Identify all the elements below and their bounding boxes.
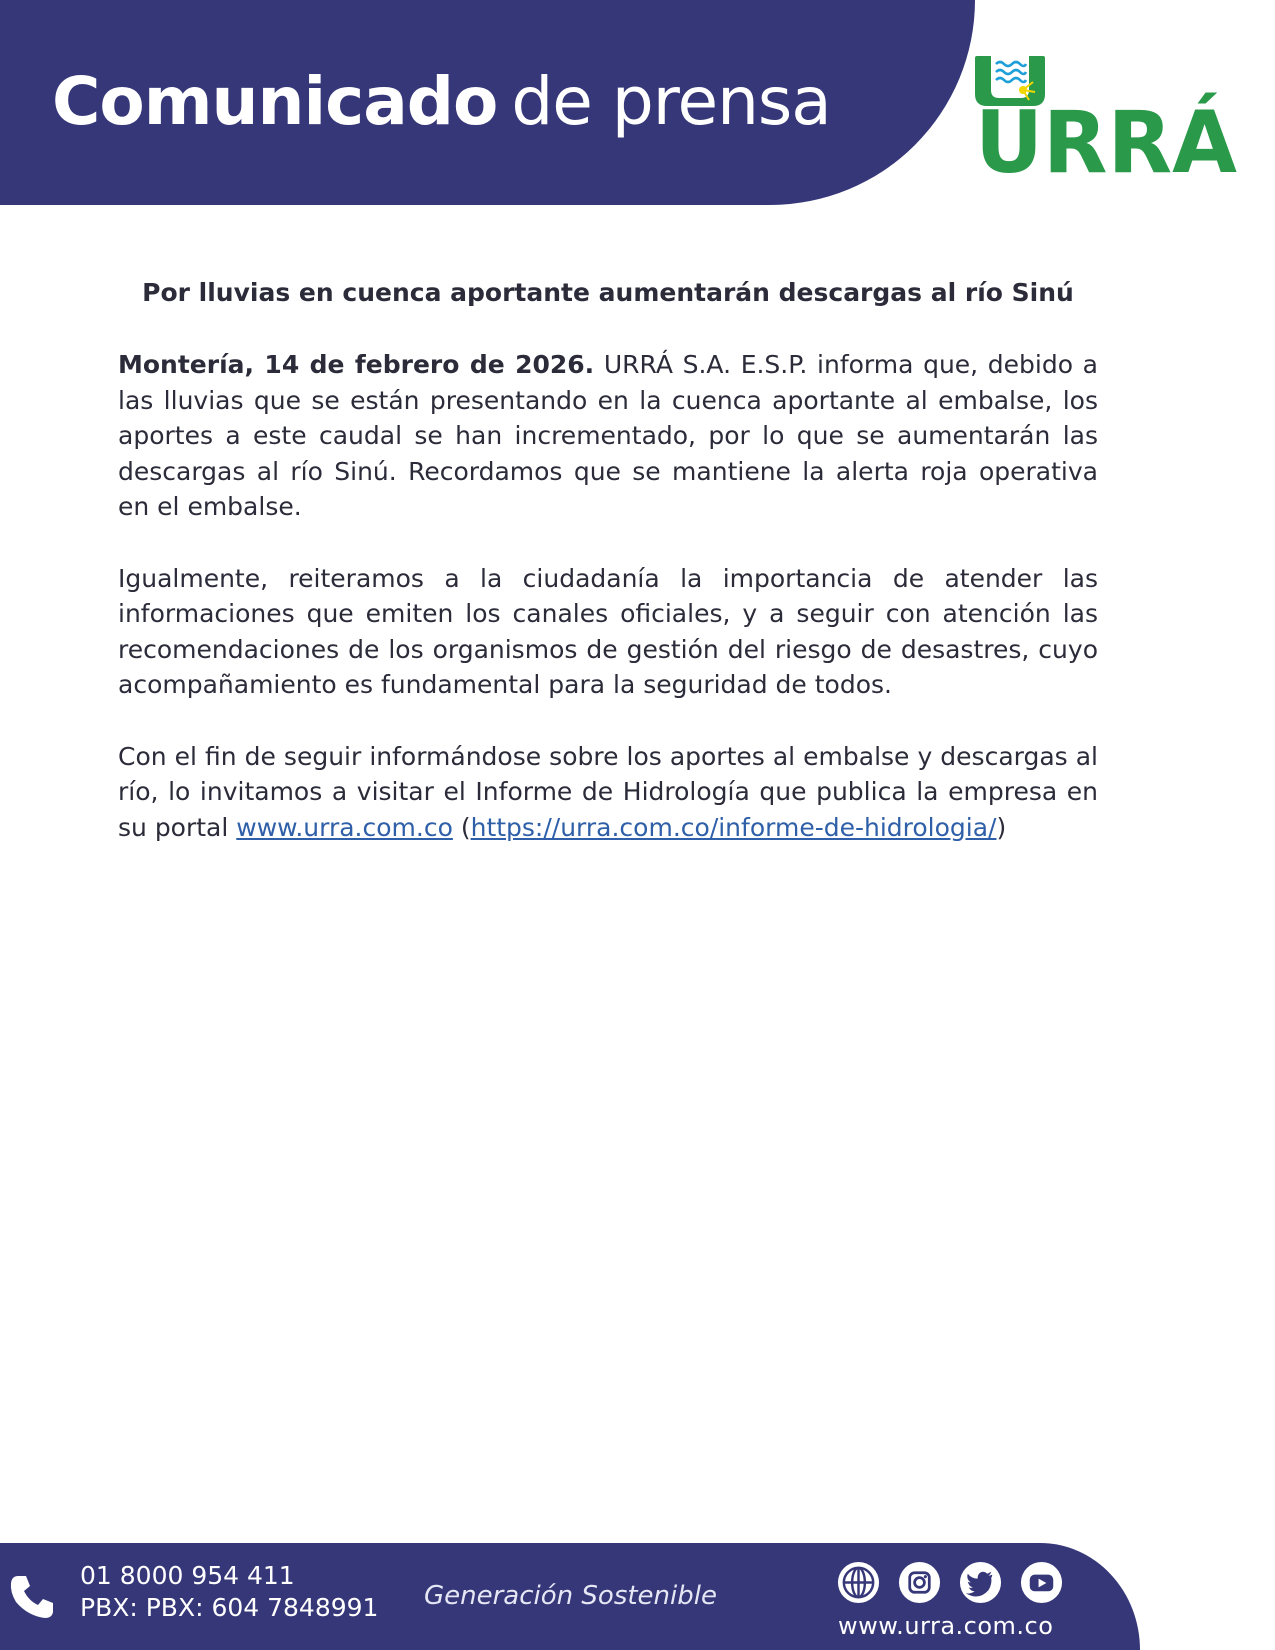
paragraph-1-body: URRÁ S.A. E.S.P. informa que, debido a las lluvias que se están presentando en la cuenca aportante al embalse, los aportes a este caudal se han incrementado, por lo que se aumentarán las descargas al río Sinú. Recordamos que se mantiene la alerta roja operativa en el embalse. <box>118 350 1098 522</box>
phone-line-2: PBX: PBX: 604 7848991 <box>80 1593 379 1622</box>
twitter-icon[interactable] <box>958 1560 1003 1605</box>
document-body <box>118 347 1098 881</box>
phone-icon <box>8 1572 56 1620</box>
urra-logo <box>975 56 1255 186</box>
paragraph-1-lead: Montería, 14 de febrero de 2026. <box>118 350 595 379</box>
youtube-icon[interactable] <box>1019 1560 1064 1605</box>
paragraph-3-text: Con el fin de seguir informándose sobre los aportes al embalse y descargas al río, lo invitamos a visitar el Informe de Hidrología que publica la empresa en su portal <box>118 741 1098 842</box>
social-icons <box>836 1560 1064 1606</box>
website-link[interactable]: www.urra.com.co <box>236 812 453 842</box>
tagline: Generación Sostenible <box>424 1581 717 1611</box>
globe-icon[interactable] <box>836 1560 881 1605</box>
document-title: Por lluvias en cuenca aportante aumentarán descargas al río Sinú <box>142 278 1074 307</box>
logo-text: URRÁ <box>975 93 1238 186</box>
header-title <box>52 62 831 142</box>
phone-line-1: 01 8000 954 411 <box>80 1561 295 1590</box>
paragraph-3-paren-open: ( <box>452 812 471 842</box>
header-title-light: de prensa <box>511 63 831 140</box>
paragraph-1 <box>118 347 1098 525</box>
hydrology-report-link[interactable]: https://urra.com.co/informe-de-hidrologia/ <box>470 812 997 842</box>
paragraph-2: Igualmente, reiteramos a la ciudadanía la importancia de atender las informaciones que emiten los canales oficiales, y a seguir con atención las recomendaciones de los organismos de gestión del riesgo de desastres, cuyo acompañamiento es fundamental para la seguridad de todos. <box>118 563 1098 700</box>
paragraph-3-paren-close: ) <box>996 812 1007 842</box>
paragraph-3 <box>118 739 1098 846</box>
header-title-bold: Comunicado <box>52 63 498 140</box>
contact-info <box>80 1560 378 1624</box>
instagram-icon[interactable] <box>897 1560 942 1605</box>
footer-website[interactable]: www.urra.com.co <box>838 1612 1054 1640</box>
